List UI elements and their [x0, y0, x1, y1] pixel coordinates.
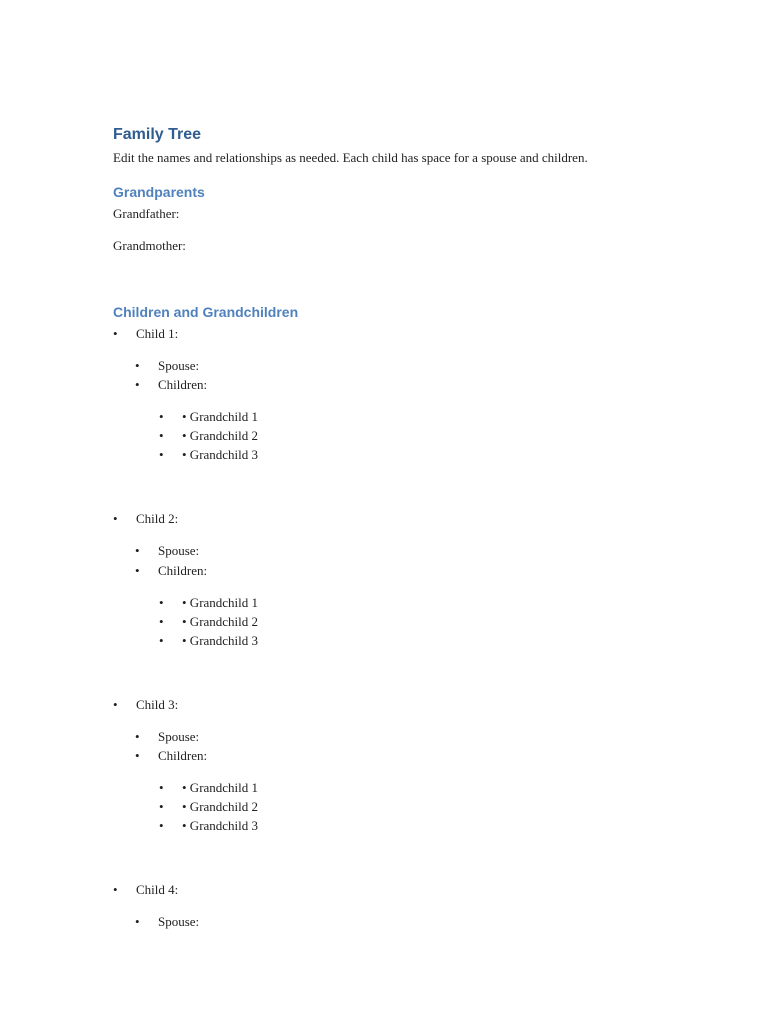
child-item [113, 326, 179, 342]
spouse-item [135, 358, 200, 374]
child-item [113, 511, 179, 527]
bullet-icon: • [159, 614, 164, 629]
grandparents-heading: Grandparents [113, 184, 205, 200]
grandchild-label: • Grandchild 3 [182, 633, 259, 648]
bullet-icon: • [113, 882, 118, 897]
intro-text: Edit the names and relationships as needed. Each child has space for a spouse and children. [113, 150, 588, 165]
child-item [113, 882, 179, 898]
children-label: Children: [158, 377, 208, 392]
grandchild-item [159, 409, 259, 425]
bullet-icon: • [135, 914, 140, 929]
children-heading: Children and Grandchildren [113, 304, 299, 320]
spouse-label: Spouse: [158, 729, 200, 744]
grandchild-item [159, 780, 259, 796]
bullet-icon: • [159, 818, 164, 833]
bullet-icon: • [159, 428, 164, 443]
bullet-icon: • [135, 748, 140, 763]
bullet-icon: • [113, 511, 118, 526]
child-label: Child 1: [136, 326, 179, 341]
spouse-label: Spouse: [158, 914, 200, 929]
children-item [135, 377, 208, 393]
grandchild-item [159, 447, 259, 463]
children-label: Children: [158, 748, 208, 763]
bullet-icon: • [113, 697, 118, 712]
bullet-icon: • [159, 633, 164, 648]
grandchild-label: • Grandchild 3 [182, 818, 259, 833]
grandchild-label: • Grandchild 1 [182, 780, 259, 795]
spouse-item [135, 543, 200, 559]
grandchild-label: • Grandchild 2 [182, 614, 259, 629]
bullet-icon: • [135, 729, 140, 744]
child-label: Child 2: [136, 511, 179, 526]
bullet-icon: • [159, 799, 164, 814]
grandchild-label: • Grandchild 2 [182, 428, 259, 443]
bullet-icon: • [135, 543, 140, 558]
children-item [135, 563, 208, 579]
bullet-icon: • [159, 447, 164, 462]
spouse-item [135, 729, 200, 745]
document-title: Family Tree [113, 126, 202, 143]
children-label: Children: [158, 563, 208, 578]
grandfather-field: Grandfather: [113, 206, 180, 221]
children-item [135, 748, 208, 764]
grandchild-item [159, 818, 259, 834]
spouse-label: Spouse: [158, 543, 200, 558]
bullet-icon: • [135, 563, 140, 578]
grandchild-item [159, 614, 259, 630]
grandchild-label: • Grandchild 1 [182, 595, 259, 610]
child-label: Child 4: [136, 882, 179, 897]
grandchild-label: • Grandchild 1 [182, 409, 259, 424]
bullet-icon: • [159, 409, 164, 424]
child-label: Child 3: [136, 697, 179, 712]
grandchild-item [159, 595, 259, 611]
grandchild-item [159, 799, 259, 815]
grandmother-field: Grandmother: [113, 238, 186, 253]
child-item [113, 697, 179, 713]
bullet-icon: • [113, 326, 118, 341]
grandchild-item [159, 428, 259, 444]
grandchild-label: • Grandchild 2 [182, 799, 259, 814]
bullet-icon: • [159, 780, 164, 795]
bullet-icon: • [135, 377, 140, 392]
spouse-item [135, 914, 200, 930]
bullet-icon: • [159, 595, 164, 610]
grandchild-item [159, 633, 259, 649]
spouse-label: Spouse: [158, 358, 200, 373]
bullet-icon: • [135, 358, 140, 373]
grandchild-label: • Grandchild 3 [182, 447, 259, 462]
